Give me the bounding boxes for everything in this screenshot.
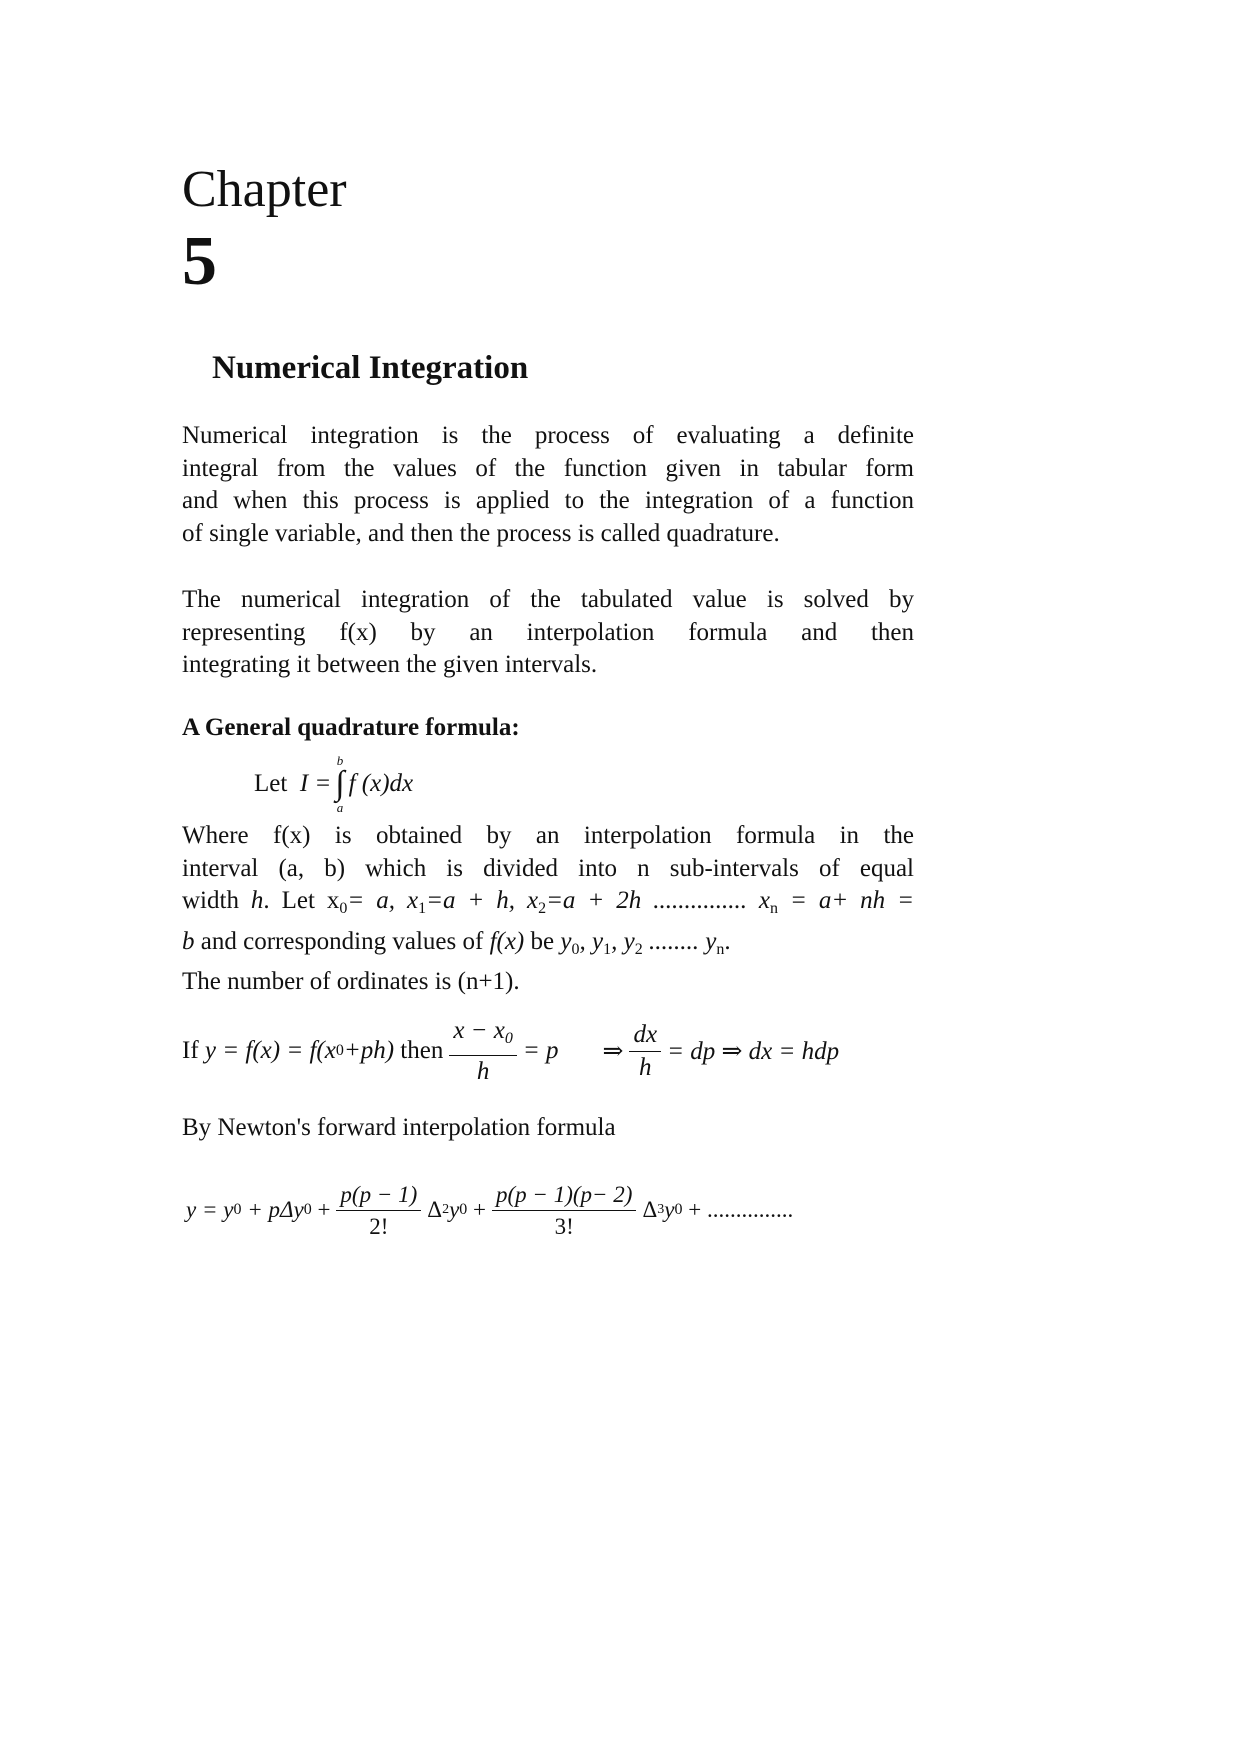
implies-symbol: ⇒ [602, 1038, 624, 1065]
paragraph-line: Where f(x) is obtained by an interpolation formula in the [182, 822, 914, 849]
fraction-third-term-over-3-factorial [492, 1181, 636, 1240]
subscript: 0 [233, 1201, 242, 1218]
subscript: n [770, 900, 779, 917]
subscript: 0 [335, 1042, 344, 1059]
math-run: y [664, 1197, 675, 1222]
paragraph-line: of single variable, and then the process is called quadrature. [182, 519, 780, 547]
subheading: A General quadrature formula: [182, 714, 520, 741]
subscript: 0 [303, 1201, 312, 1218]
text-run: be [530, 927, 555, 955]
text-run: width [182, 887, 239, 914]
paragraph-line: The number of ordinates is (n+1). [182, 968, 520, 995]
superscript: 3 [657, 1202, 665, 1217]
math-run: = f(x) = f(x [222, 1037, 336, 1064]
subscript: 0 [504, 1029, 513, 1047]
text-run: and corresponding values of [200, 927, 484, 955]
math-run: , y [579, 927, 604, 955]
where-paragraph [182, 820, 914, 999]
subscript: 2 [634, 940, 643, 958]
math-run: = a, x [347, 887, 419, 914]
math-run: +ph) [343, 1037, 395, 1064]
superscript: 2 [442, 1202, 450, 1217]
subscript: 0 [674, 1201, 683, 1218]
math-run: = dp ⇒ dx = hdp [667, 1038, 840, 1065]
math-run: h [250, 887, 264, 914]
math-run: y [449, 1197, 460, 1222]
newton-forward-formula [186, 1170, 793, 1250]
denominator: h [639, 1053, 652, 1081]
subscript: 2 [538, 900, 547, 917]
denominator: 3! [554, 1213, 574, 1239]
integral-definition [254, 748, 413, 820]
math-run: =a + 2h ............... x [546, 887, 771, 914]
method-paragraph [182, 584, 914, 682]
paragraph-line: integral from the values of the function given in tabular form [182, 454, 914, 482]
text-run: . Let x [263, 887, 340, 914]
math-run: , y [611, 927, 635, 955]
paragraph-line: interval (a, b) which is divided into n sub-intervals of equal [182, 854, 914, 882]
paragraph-line [182, 926, 914, 967]
subscript: 1 [603, 940, 612, 958]
upper-limit: b [336, 753, 344, 768]
plus-sign: + [473, 1197, 487, 1222]
intro-paragraph [182, 420, 914, 550]
math-run: = p [522, 1037, 559, 1064]
denominator: h [476, 1057, 490, 1085]
subscript: 0 [339, 900, 348, 917]
chapter-label: Chapter [182, 161, 347, 218]
fraction-p-p-minus-1-over-2-factorial [336, 1181, 421, 1240]
subscript: 0 [459, 1201, 468, 1218]
integral-lhs: I = [299, 770, 332, 797]
math-run: f(x) [489, 927, 525, 955]
math-run: = a+ nh = [789, 887, 914, 914]
paragraph-line: Numerical integration is the process of evaluating a definite [182, 422, 914, 449]
paragraph-line: and when this process is applied to the integration of a function [182, 487, 914, 514]
math-run: b [182, 927, 195, 955]
subscript: 1 [418, 900, 427, 917]
substitution-equation [182, 1016, 839, 1086]
numerator: p(p − 1) [336, 1181, 421, 1211]
fraction-dx-over-h [629, 1021, 661, 1082]
math-run: y [560, 927, 572, 955]
integrand: f (x)dx [348, 770, 414, 797]
numerator [449, 1017, 517, 1056]
math-run: y [204, 1037, 217, 1064]
paragraph-line [182, 885, 914, 926]
let-word: Let [254, 770, 288, 797]
lower-limit: a [336, 800, 344, 815]
numerator: dx [629, 1021, 661, 1052]
section-title: Numerical Integration [212, 350, 529, 386]
math-run: ........ y [648, 927, 717, 955]
subscript: n [716, 940, 725, 958]
subscript: 0 [571, 940, 580, 958]
text-run: . [724, 927, 731, 955]
numerator: p(p − 1)(p− 2) [492, 1181, 636, 1211]
text-run: If [182, 1037, 199, 1064]
fraction-x-minus-x0-over-h [449, 1017, 517, 1086]
newton-intro: By Newton's forward interpolation formula [182, 1114, 616, 1141]
integral-symbol [335, 754, 344, 814]
delta-symbol: Δ [642, 1197, 658, 1222]
denominator: 2! [369, 1213, 389, 1239]
delta-symbol: Δ [427, 1197, 443, 1222]
plus-sign: + [317, 1197, 331, 1222]
continuation-dots: + ............... [688, 1197, 794, 1222]
math-run: + pΔy [247, 1197, 304, 1222]
integral-sign: ∫ [335, 765, 345, 802]
math-run: y [186, 1197, 197, 1222]
paragraph-line: integrating it between the given intervals. [182, 651, 598, 678]
math-run: x − x [453, 1016, 505, 1044]
math-run: = y [201, 1197, 234, 1222]
paragraph-line: The numerical integration of the tabulated value is solved by [182, 586, 914, 613]
chapter-number: 5 [182, 223, 217, 300]
text-run: then [400, 1037, 444, 1064]
math-run: =a + h, x [426, 887, 539, 914]
paragraph-line: representing f(x) by an interpolation formula and then [182, 618, 914, 646]
